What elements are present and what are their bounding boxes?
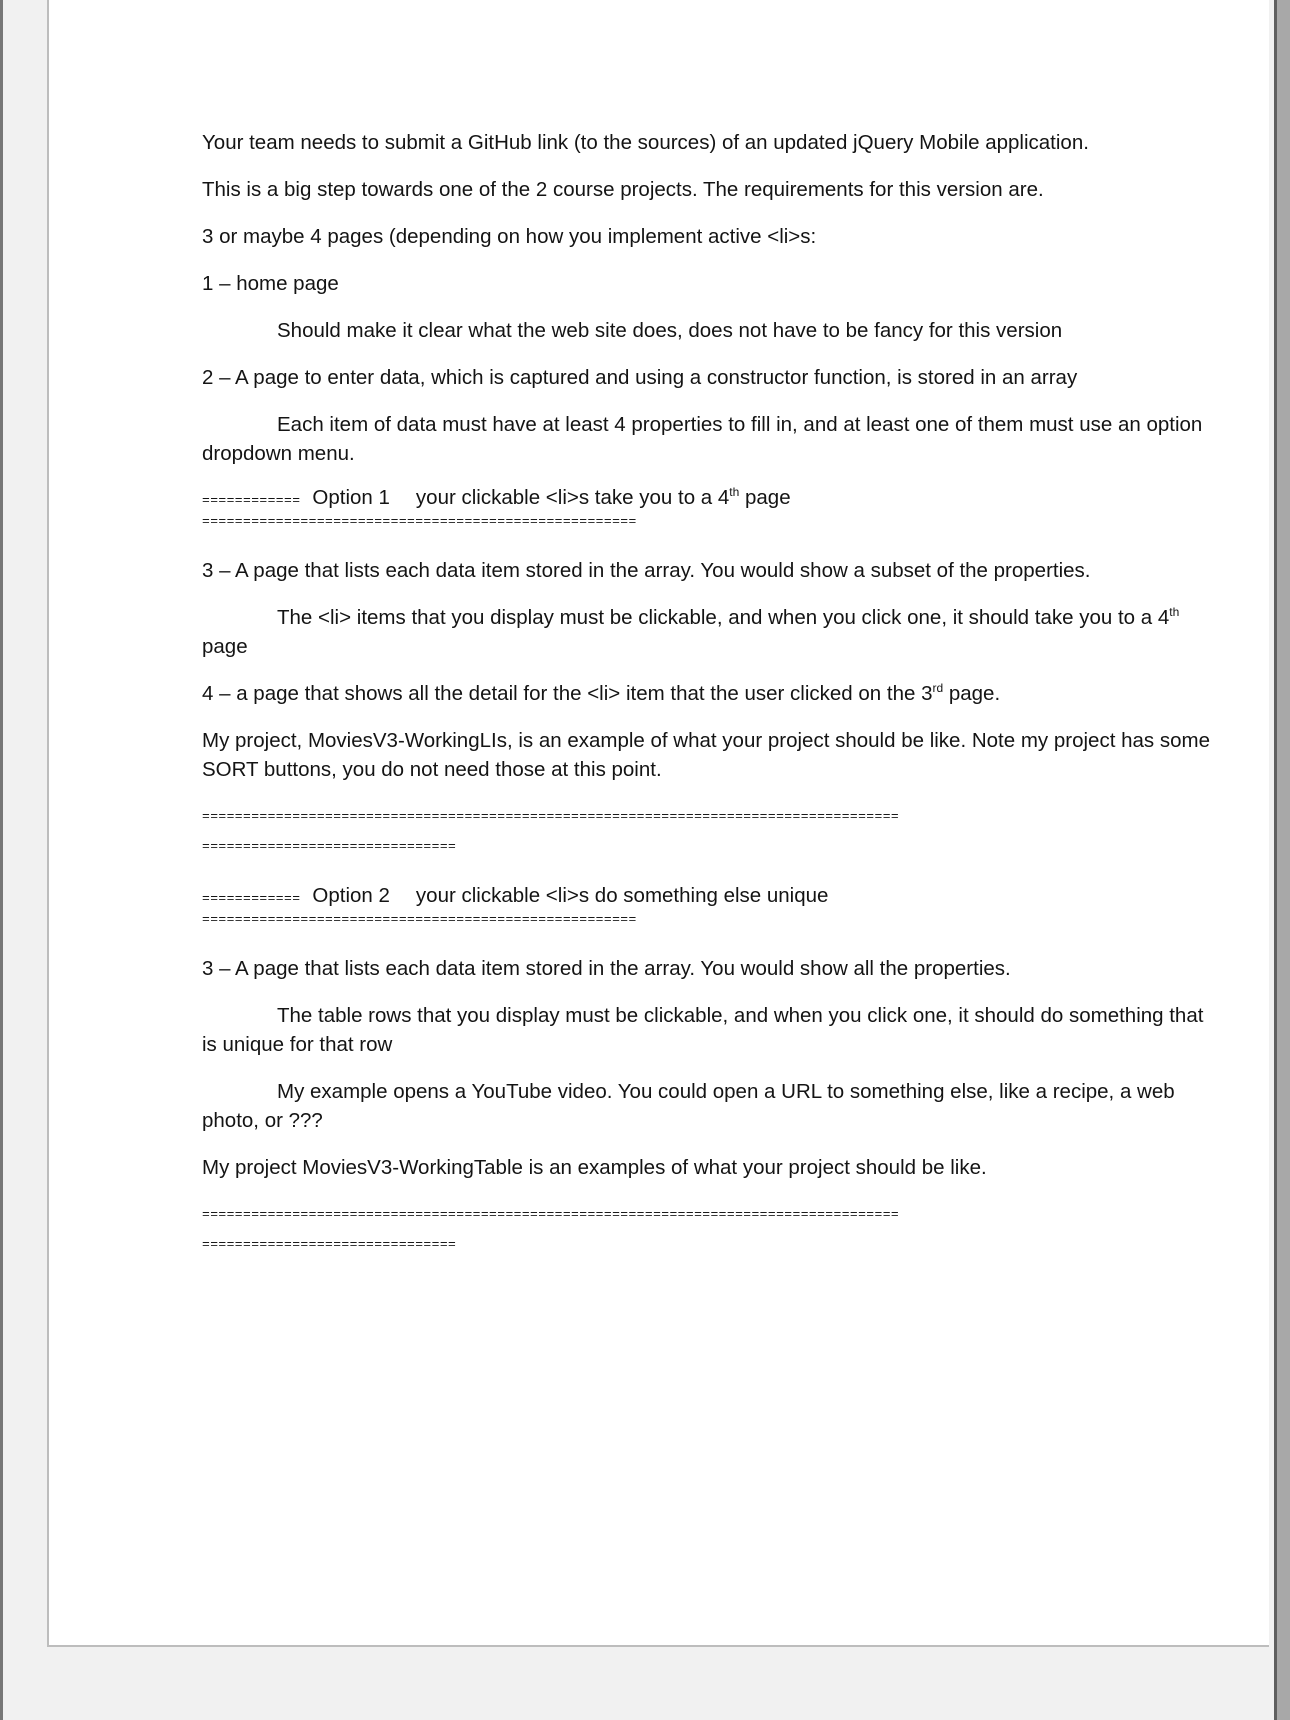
page2-description: Each item of data must have at least 4 properties to fill in, and at least one of them must use an option dropdown menu. xyxy=(202,413,1203,465)
option1-page3-description: The <li> items that you display must be clickable, and when you click one, it should take you to a 4th page xyxy=(202,605,1180,658)
page2-title: 2 – A page to enter data, which is captured and using a constructor function, is stored in an array xyxy=(202,366,1078,389)
option2-heading xyxy=(202,884,1222,908)
intro-line-2: This is a big step towards one of the 2 course projects. The requirements for this version are. xyxy=(202,178,1044,201)
option2-description: your clickable <li>s do something else unique xyxy=(415,884,829,907)
intro-line-3: 3 or maybe 4 pages (depending on how you implement active <li>s: xyxy=(202,225,817,248)
window-right-edge xyxy=(1274,0,1290,1720)
separator-long-1: ===================================================================================== xyxy=(202,809,900,824)
option2-page3-description: The table rows that you display must be clickable, and when you click one, it should do something that is unique for that row xyxy=(202,1004,1204,1056)
option2-example: My project MoviesV3-WorkingTable is an examples of what your project should be like. xyxy=(202,1156,987,1179)
option1-description: your clickable <li>s take you to a 4th page xyxy=(415,485,791,509)
option1-heading xyxy=(202,486,1222,510)
option2-youtube-description: My example opens a YouTube video. You could open a URL to something else, like a recipe, a web photo, or ??? xyxy=(202,1080,1175,1132)
option2-rule: ===================================================== xyxy=(202,912,637,927)
page1-title: 1 – home page xyxy=(202,272,339,295)
document-body[interactable] xyxy=(202,128,1222,1260)
option1-example: My project, MoviesV3-WorkingLIs, is an example of what your project should be like. Note my project has some SORT buttons, you do not need those at this point. xyxy=(202,729,1210,781)
option2-prefix-rule: ============ xyxy=(202,891,301,906)
option1-label: Option 1 xyxy=(312,486,390,509)
option2-label: Option 2 xyxy=(312,884,390,907)
separator-short-1: =============================== xyxy=(202,839,457,854)
option1-page3-title: 3 – A page that lists each data item stored in the array. You would show a subset of the properties. xyxy=(202,559,1091,582)
document-page xyxy=(47,0,1269,1647)
separator-short-2: =============================== xyxy=(202,1237,457,1252)
option1-page4-title: 4 – a page that shows all the detail for the <li> item that the user clicked on the 3rd page. xyxy=(202,681,1001,705)
page1-description: Should make it clear what the web site does, does not have to be fancy for this version xyxy=(277,319,1063,342)
intro-line-1: Your team needs to submit a GitHub link (to the sources) of an updated jQuery Mobile application. xyxy=(202,131,1089,154)
option2-page3-title: 3 – A page that lists each data item stored in the array. You would show all the properties. xyxy=(202,957,1011,980)
option1-prefix-rule: ============ xyxy=(202,493,301,508)
option1-rule: ===================================================== xyxy=(202,514,637,529)
separator-long-2: ===================================================================================== xyxy=(202,1207,900,1222)
window-left-edge xyxy=(0,0,3,1720)
